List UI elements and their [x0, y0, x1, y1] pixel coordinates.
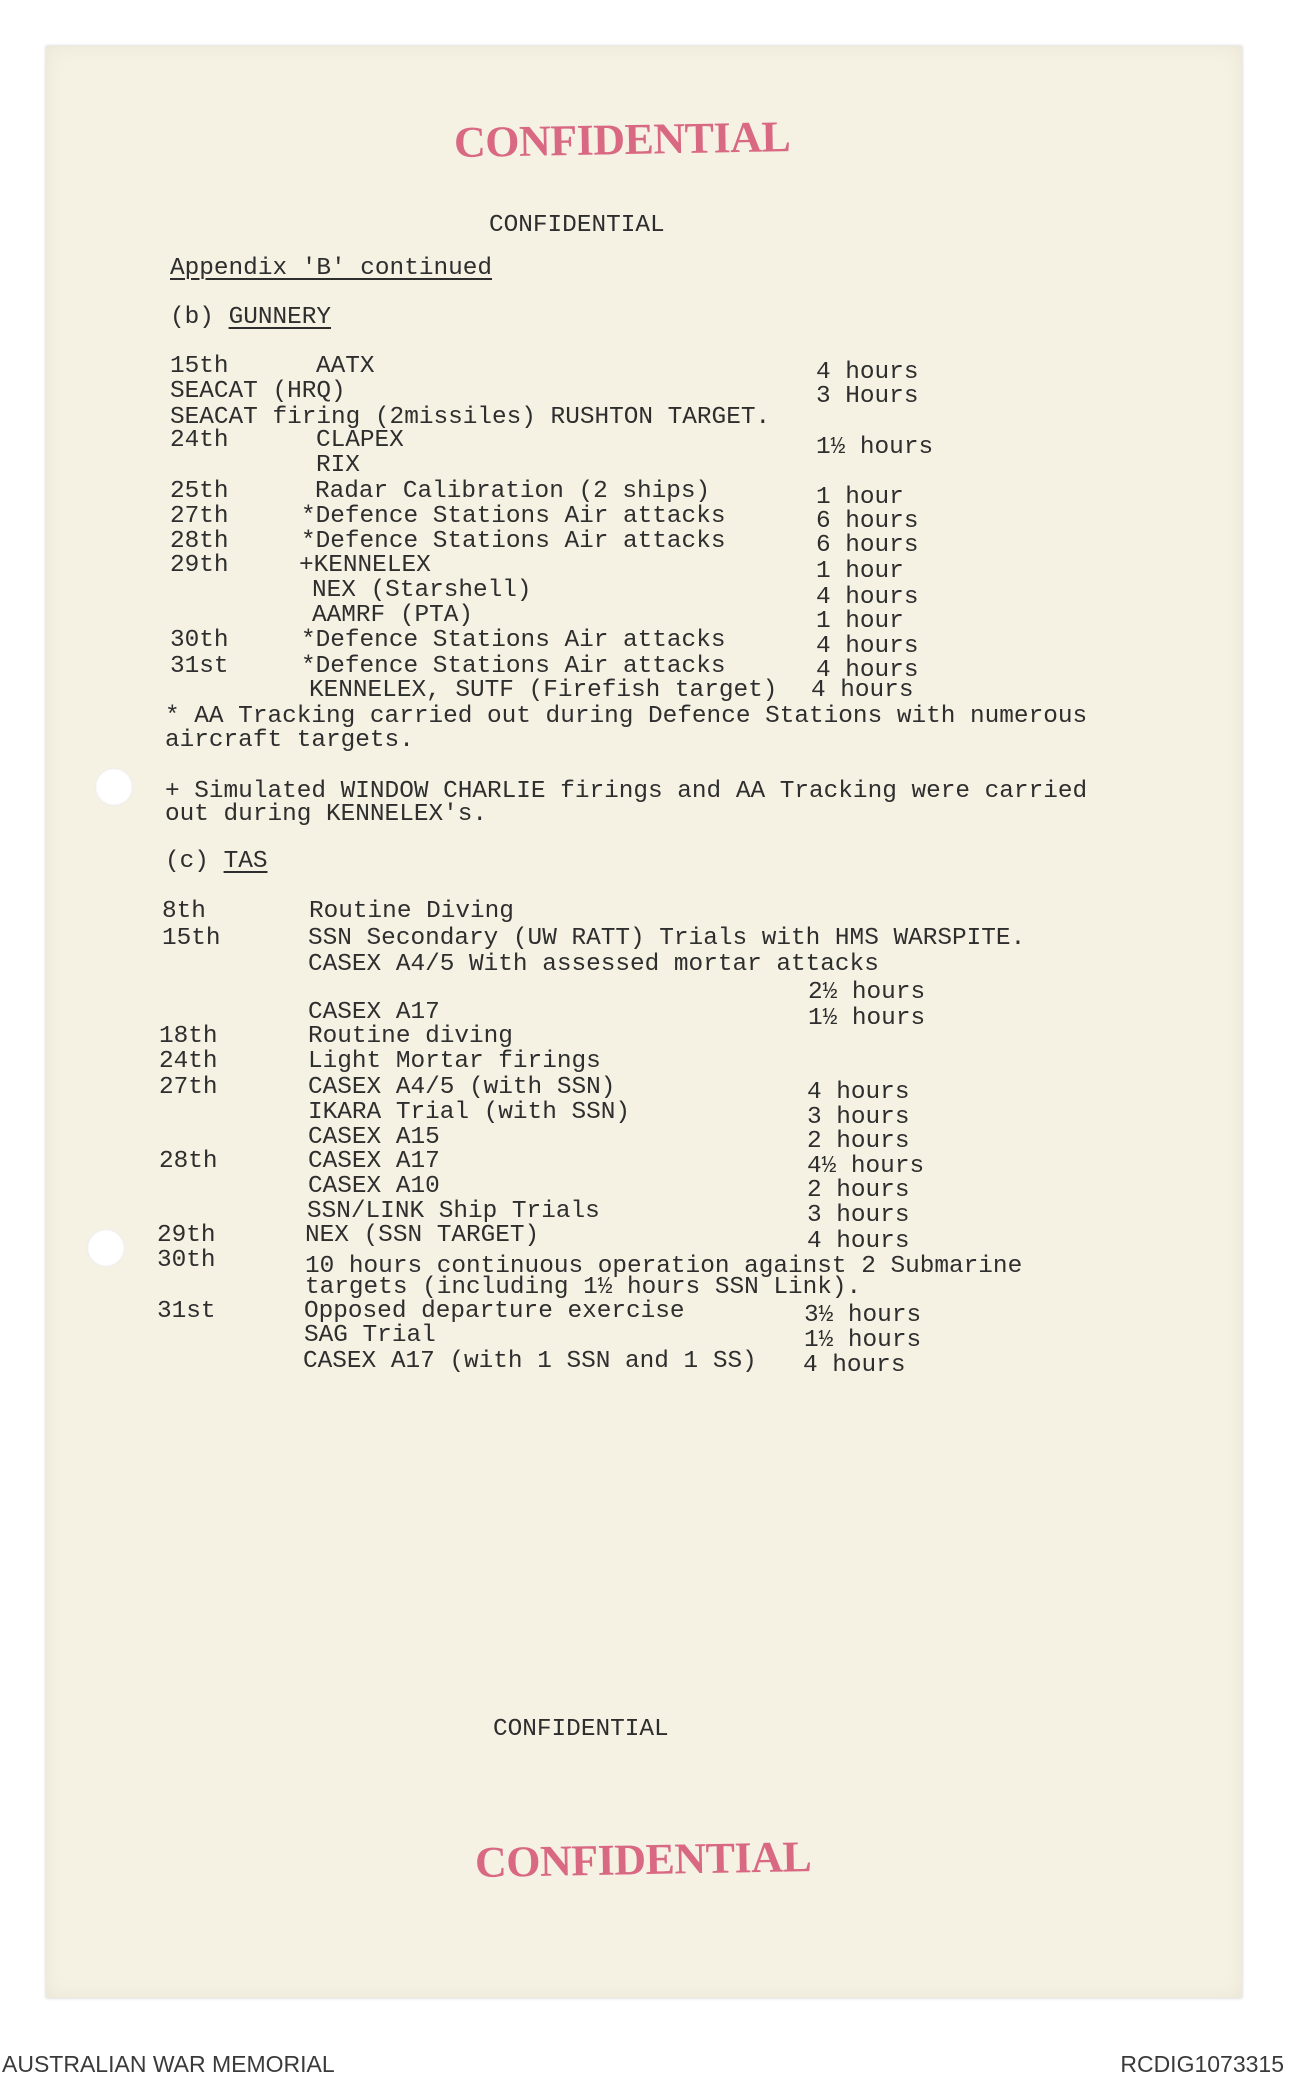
tas-row-date: 18th	[159, 1023, 218, 1050]
tas-row-activity: Opposed departure exercise	[304, 1298, 685, 1325]
tas-row-date: 24th	[159, 1048, 218, 1075]
tas-row-date: 27th	[159, 1074, 218, 1101]
tas-row-activity: CASEX A17	[308, 1148, 440, 1175]
tas-row-activity: IKARA Trial (with SSN)	[308, 1099, 631, 1126]
gunnery-marker: (b)	[170, 304, 214, 331]
gunnery-row-duration: 1 hour	[816, 484, 904, 511]
paper-sheet	[46, 46, 1242, 1998]
tas-row-duration: 1½ hours	[804, 1327, 922, 1354]
tas-row-duration: 3 hours	[807, 1104, 910, 1131]
tas-row-activity: NEX (SSN TARGET)	[305, 1222, 540, 1249]
gunnery-row-date: 30th	[170, 627, 229, 654]
gunnery-row-duration: 1 hour	[816, 558, 904, 585]
tas-row-activity: Light Mortar firings	[308, 1048, 601, 1075]
tas-row-duration: 2½ hours	[808, 979, 926, 1006]
gunnery-row-date: 27th	[170, 503, 229, 530]
gunnery-row-activity: *Defence Stations Air attacks	[301, 653, 726, 680]
tas-row-date: 29th	[157, 1222, 216, 1249]
gunnery-note-line: + Simulated WINDOW CHARLIE firings and AA Tracking were carried	[165, 778, 1088, 805]
tas-row-date: 8th	[162, 898, 206, 925]
gunnery-row-duration: 4 hours	[816, 584, 919, 611]
confidential-stamp-top: CONFIDENTIAL	[453, 112, 791, 167]
tas-row-activity: SSN Secondary (UW RATT) Trials with HMS WARSPITE.	[308, 925, 1026, 952]
archive-institution: AUSTRALIAN WAR MEMORIAL	[2, 2051, 335, 2077]
gunnery-row-duration: 4 hours	[816, 657, 919, 684]
classification-bottom: CONFIDENTIAL	[493, 1716, 669, 1743]
gunnery-row-date: 24th	[170, 427, 229, 454]
confidential-stamp-bottom: CONFIDENTIAL	[474, 1832, 812, 1887]
gunnery-row-duration: 4 hours	[816, 359, 919, 386]
tas-row-activity: CASEX A15	[308, 1124, 440, 1151]
tas-row-duration: 4 hours	[803, 1352, 906, 1379]
tas-row-activity: SSN/LINK Ship Trials	[307, 1198, 600, 1225]
tas-heading-label: TAS	[223, 848, 268, 875]
gunnery-row-activity: AAMRF (PTA)	[312, 602, 474, 629]
gunnery-row-date: 29th	[170, 552, 229, 579]
gunnery-row-activity: AATX	[316, 353, 375, 380]
gunnery-row-date: 15th	[170, 353, 229, 380]
tas-row-date: 15th	[162, 925, 221, 952]
tas-row-activity: CASEX A17	[308, 999, 440, 1026]
gunnery-row-activity: *Defence Stations Air attacks	[301, 528, 726, 555]
tas-row-duration: 1½ hours	[808, 1005, 926, 1032]
tas-row-date: 31st	[157, 1298, 216, 1325]
tas-row-duration: 3½ hours	[804, 1302, 922, 1329]
gunnery-row-activity: SEACAT firing (2missiles) RUSHTON TARGET.	[170, 404, 771, 431]
tas-row-activity: CASEX A10	[308, 1173, 440, 1200]
tas-row-activity-continued: targets (including 1½ hours SSN Link).	[305, 1274, 862, 1301]
gunnery-heading	[170, 305, 331, 331]
gunnery-note-line: * AA Tracking carried out during Defence Stations with numerous	[165, 703, 1088, 730]
tas-row-date: 30th	[157, 1247, 216, 1274]
tas-row-activity: Routine diving	[308, 1023, 513, 1050]
tas-row-duration: 3 hours	[807, 1202, 910, 1229]
gunnery-row-duration: 3 Hours	[816, 383, 919, 410]
gunnery-row-activity: KENNELEX, SUTF (Firefish target)	[309, 677, 778, 704]
tas-row-date: 28th	[159, 1148, 218, 1175]
tas-row-activity: Routine Diving	[309, 898, 514, 925]
gunnery-row-activity: Radar Calibration (2 ships)	[315, 478, 711, 505]
gunnery-row-duration: 1½ hours	[816, 434, 934, 461]
archive-reference: RCDIG1073315	[1120, 2051, 1284, 2077]
gunnery-row-activity: RIX	[316, 452, 360, 479]
gunnery-row-activity: *Defence Stations Air attacks	[301, 503, 726, 530]
gunnery-row-duration: 4 hours	[811, 677, 914, 704]
gunnery-row-duration: 6 hours	[816, 532, 919, 559]
gunnery-note-line: aircraft targets.	[165, 727, 414, 754]
tas-marker: (c)	[165, 848, 209, 875]
gunnery-row-date: 25th	[170, 478, 229, 505]
gunnery-row-date: 31st	[170, 653, 229, 680]
gunnery-row-duration: 1 hour	[816, 608, 904, 635]
punch-hole-upper	[95, 768, 133, 806]
tas-heading	[165, 849, 267, 875]
gunnery-row-activity: NEX (Starshell)	[312, 577, 532, 604]
gunnery-note-line: out during KENNELEX's.	[165, 801, 488, 828]
tas-row-activity: CASEX A4/5 (with SSN)	[308, 1074, 616, 1101]
tas-row-duration: 4 hours	[807, 1079, 910, 1106]
tas-row-duration: 4 hours	[807, 1228, 910, 1255]
tas-row-activity: CASEX A17 (with 1 SSN and 1 SS)	[303, 1348, 757, 1375]
tas-row-duration: 2 hours	[807, 1128, 910, 1155]
gunnery-row-activity: *Defence Stations Air attacks	[301, 627, 726, 654]
tas-row-duration: 2 hours	[807, 1177, 910, 1204]
classification-top: CONFIDENTIAL	[489, 212, 665, 239]
appendix-title: Appendix 'B' continued	[170, 255, 493, 282]
gunnery-row-activity: +KENNELEX	[299, 552, 431, 579]
tas-row-activity: CASEX A4/5 With assessed mortar attacks	[308, 951, 879, 978]
gunnery-row-activity: SEACAT (HRQ)	[170, 378, 346, 405]
tas-row-activity: 10 hours continuous operation against 2 Submarine	[305, 1253, 1023, 1280]
gunnery-heading-label: GUNNERY	[228, 304, 332, 331]
punch-hole-lower	[87, 1229, 125, 1267]
tas-row-activity: SAG Trial	[304, 1322, 436, 1349]
gunnery-row-activity: CLAPEX	[316, 427, 404, 454]
gunnery-row-duration: 4 hours	[816, 633, 919, 660]
tas-row-duration: 4½ hours	[807, 1153, 925, 1180]
gunnery-row-date: 28th	[170, 528, 229, 555]
gunnery-row-duration: 6 hours	[816, 508, 919, 535]
